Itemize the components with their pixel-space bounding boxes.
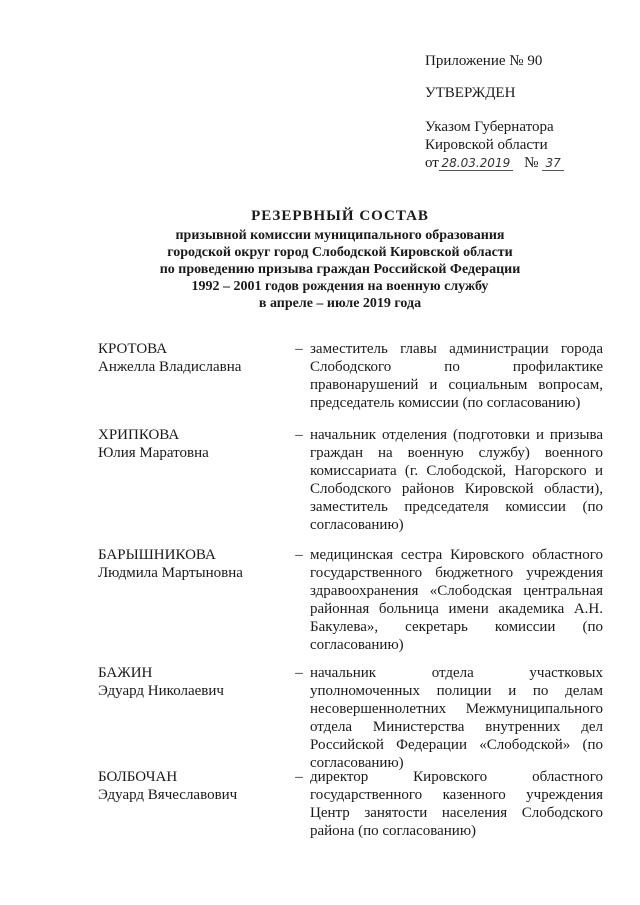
member-description: начальник отдела участковых уполномоченных полиции и по делам несовершеннолетних Межмуниципального отдела Министерства внутренних дел Российской Федерации «Слободской» (по согласованию): [310, 665, 603, 771]
member-surname: КРОТОВА: [98, 341, 168, 357]
title-line: городской округ город Слободской Кировской области: [167, 245, 513, 260]
member-given-names: Анжелла Владиславна: [98, 359, 242, 375]
member-given-names: Эдуард Вячеславович: [98, 787, 238, 803]
member-surname: ХРИПКОВА: [98, 427, 180, 443]
member-description: начальник отделения (подготовки и призыва граждан на военную службу) военного комиссариата (г. Слободской, Нагорского и Слободского районов Кировской области), заместитель председателя комиссии (по согласованию): [310, 427, 603, 533]
member-entry: [98, 546, 603, 654]
title-line: по проведению призыва граждан Российской Федерации: [159, 262, 521, 277]
member-description: заместитель главы администрации города Слободского по профилактике правонарушений и социальным вопросам, председатель комиссии (по согласованию): [310, 341, 603, 411]
member-surname: БАРЫШНИКОВА: [98, 547, 216, 563]
member-entry: [98, 664, 603, 772]
document-title: [80, 208, 600, 312]
member-given-names: Людмила Мартыновна: [98, 565, 243, 581]
member-name: [98, 664, 288, 772]
member-description: директор Кировского областного государственного казенного учреждения Центр занятости населения Слободского района (по согласованию): [310, 769, 603, 839]
member-description: медицинская сестра Кировского областного государственного бюджетного учреждения здравоохранения «Слободская центральная районная больница имени академика А.Н. Бакулева», секретарь комиссии (по согласованию): [310, 547, 603, 653]
member-name: [98, 768, 288, 840]
decree-date-line: [425, 154, 625, 172]
member-dash: –: [295, 341, 303, 357]
approved-label: УТВЕРЖДЕН: [425, 85, 516, 101]
decree-line-2: Кировской области: [425, 137, 548, 153]
approval-block: [425, 52, 625, 172]
title-main: РЕЗЕРВНЫЙ СОСТАВ: [251, 208, 429, 224]
member-entry: [98, 340, 603, 412]
title-line: призывной комиссии муниципального образования: [175, 228, 505, 243]
title-line: 1992 – 2001 годов рождения на военную службу: [191, 279, 489, 294]
member-name: [98, 426, 288, 534]
member-surname: БАЖИН: [98, 665, 153, 681]
handwritten-number: 37: [542, 157, 564, 171]
member-dash: –: [295, 547, 303, 563]
member-name: [98, 546, 288, 654]
decree-line-1: Указом Губернатора: [425, 119, 554, 135]
member-dash: –: [295, 769, 303, 785]
member-dash: –: [295, 427, 303, 443]
number-prefix: №: [524, 155, 539, 171]
date-prefix: от: [425, 155, 439, 171]
member-dash: –: [295, 665, 303, 681]
appendix-label: Приложение № 90: [425, 53, 543, 69]
member-name: [98, 340, 288, 412]
member-given-names: Эдуард Николаевич: [98, 683, 224, 699]
title-line: в апреле – июле 2019 года: [258, 296, 422, 311]
member-given-names: Юлия Маратовна: [98, 445, 209, 461]
handwritten-date: 28.03.2019: [439, 157, 513, 171]
member-entry: [98, 426, 603, 534]
member-surname: БОЛБОЧАН: [98, 769, 178, 785]
member-entry: [98, 768, 603, 840]
